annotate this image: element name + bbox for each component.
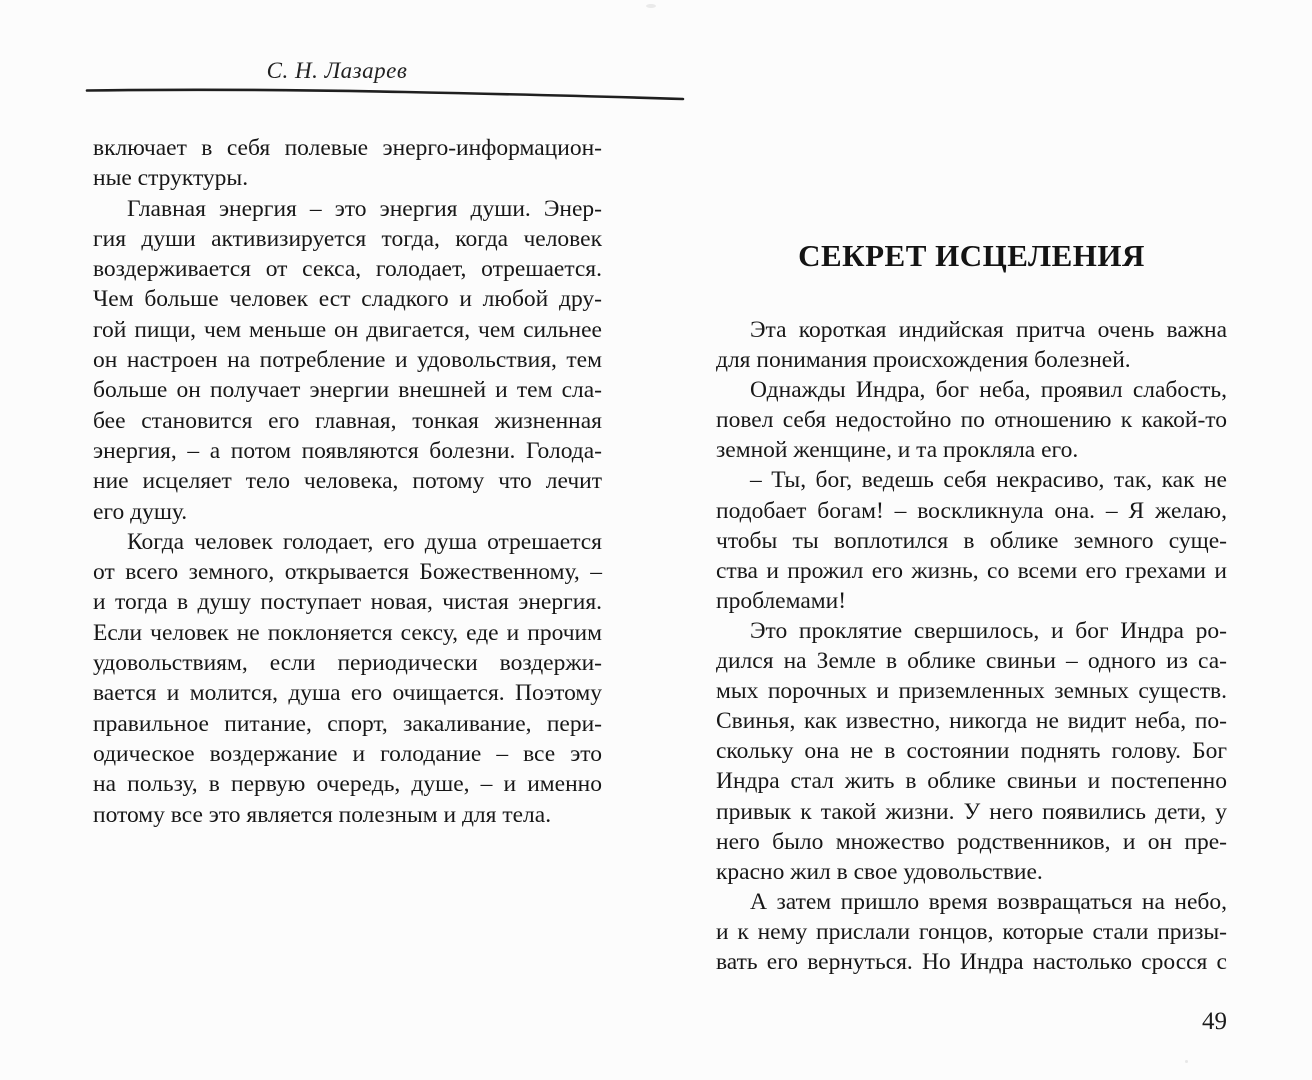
text-line: потому все это является полезным и для тела. — [93, 801, 552, 828]
text-line: Это проклятие свершилось, и бог Индра ро- — [750, 617, 1227, 644]
text-line: Индра стал жить в облике свиньи и постепенно — [716, 768, 1227, 795]
text-line: от всего земного, открывается Божественному, – — [93, 559, 602, 586]
text-line: ные структуры. — [93, 165, 249, 192]
text-line: вается и молится, душа его очищается. Поэтому — [93, 680, 602, 707]
text-line: Главная энергия – это энергия души. Энер- — [127, 195, 602, 222]
text-line: гой пищи, чем меньше он двигается, чем сильнее — [93, 316, 602, 343]
text-line: воздерживается от секса, голодает, отрешается. — [93, 256, 602, 283]
chapter-title: СЕКРЕТ ИСЦЕЛЕНИЯ — [798, 238, 1145, 273]
text-line: Эта короткая индийская притча очень важна — [750, 317, 1227, 343]
text-line: ние исцеляет тело человека, потому что лечит — [93, 468, 602, 495]
scan-artifact — [1185, 1060, 1188, 1063]
text-line: энергия, – а потом появляются болезни. Голода- — [93, 437, 602, 464]
text-line: А затем пришло время возвращаться на небо, — [750, 888, 1227, 915]
text-line: красно жил в свое удовольствие. — [716, 858, 1043, 885]
text-line: на пользу, в первую очередь, душе, – и именно — [93, 771, 602, 798]
text-line: Однажды Индра, бог неба, проявил слабость, — [750, 377, 1227, 404]
text-line: его душу. — [93, 498, 188, 525]
text-line: гия души активизируется тогда, когда человек — [93, 225, 602, 252]
text-line: и к нему прислали гонцов, которые стали призы- — [716, 918, 1227, 945]
text-line: земной женщине, и та прокляла его. — [716, 437, 1079, 464]
text-line: больше он получает энергии внешней и тем сла- — [93, 377, 602, 404]
left-page — [93, 0, 603, 1080]
text-line: правильное питание, спорт, закаливание, пери- — [93, 710, 602, 737]
text-line: дился на Земле в облике свиньи – одного из са- — [716, 648, 1227, 675]
left-page-body — [93, 133, 602, 830]
header-rule — [85, 84, 685, 104]
text-line: привык к такой жизни. У него появились дети, у — [716, 798, 1227, 825]
running-head-author: С. Н. Лазарев — [266, 58, 408, 83]
page-number: 49 — [1202, 1008, 1227, 1035]
text-line: повел себя недостойно по отношению к какой-то — [716, 407, 1227, 434]
text-line: включает в себя полевые энерго-информацион- — [93, 135, 602, 161]
right-page — [716, 0, 1227, 1080]
text-line: одическое воздержание и голодание – все это — [93, 740, 602, 767]
text-line: проблемами! — [716, 587, 847, 614]
text-line: вать его вернуться. Но Индра настолько сросся с — [716, 948, 1227, 975]
text-line: скольку она не в состоянии поднять голову. Бог — [716, 738, 1227, 765]
text-line: Чем больше человек ест сладкого и любой дру- — [93, 286, 602, 313]
text-line: и тогда в душу поступает новая, чистая энергия. — [93, 589, 602, 616]
text-line: он настроен на потребление и удовольствия, тем — [93, 347, 602, 374]
scan-artifact — [646, 4, 656, 8]
text-line: него было множество родственников, и он пре- — [716, 828, 1227, 855]
right-page-body — [716, 315, 1227, 977]
text-line: чтобы ты воплотился в облике земного суще- — [716, 527, 1227, 554]
text-line: – Ты, бог, ведешь себя некрасиво, так, как не — [750, 467, 1227, 494]
text-line: ства и прожил его жизнь, со всеми его грехами и — [716, 557, 1227, 584]
text-line: Когда человек голодает, его душа отрешается — [127, 528, 602, 555]
text-line: подобает богам! – воскликнула она. – Я желаю, — [716, 497, 1227, 524]
text-line: Свинья, как известно, никогда не видит неба, по- — [716, 708, 1227, 735]
text-line: бее становится его главная, тонкая жизненная — [93, 407, 602, 434]
text-line: Если человек не поклоняется сексу, еде и прочим — [93, 619, 602, 646]
text-line: удовольствиям, если периодически воздержи- — [93, 650, 602, 677]
text-line: мых порочных и приземленных земных существ. — [716, 678, 1227, 705]
text-line: для понимания происхождения болезней. — [716, 347, 1131, 374]
